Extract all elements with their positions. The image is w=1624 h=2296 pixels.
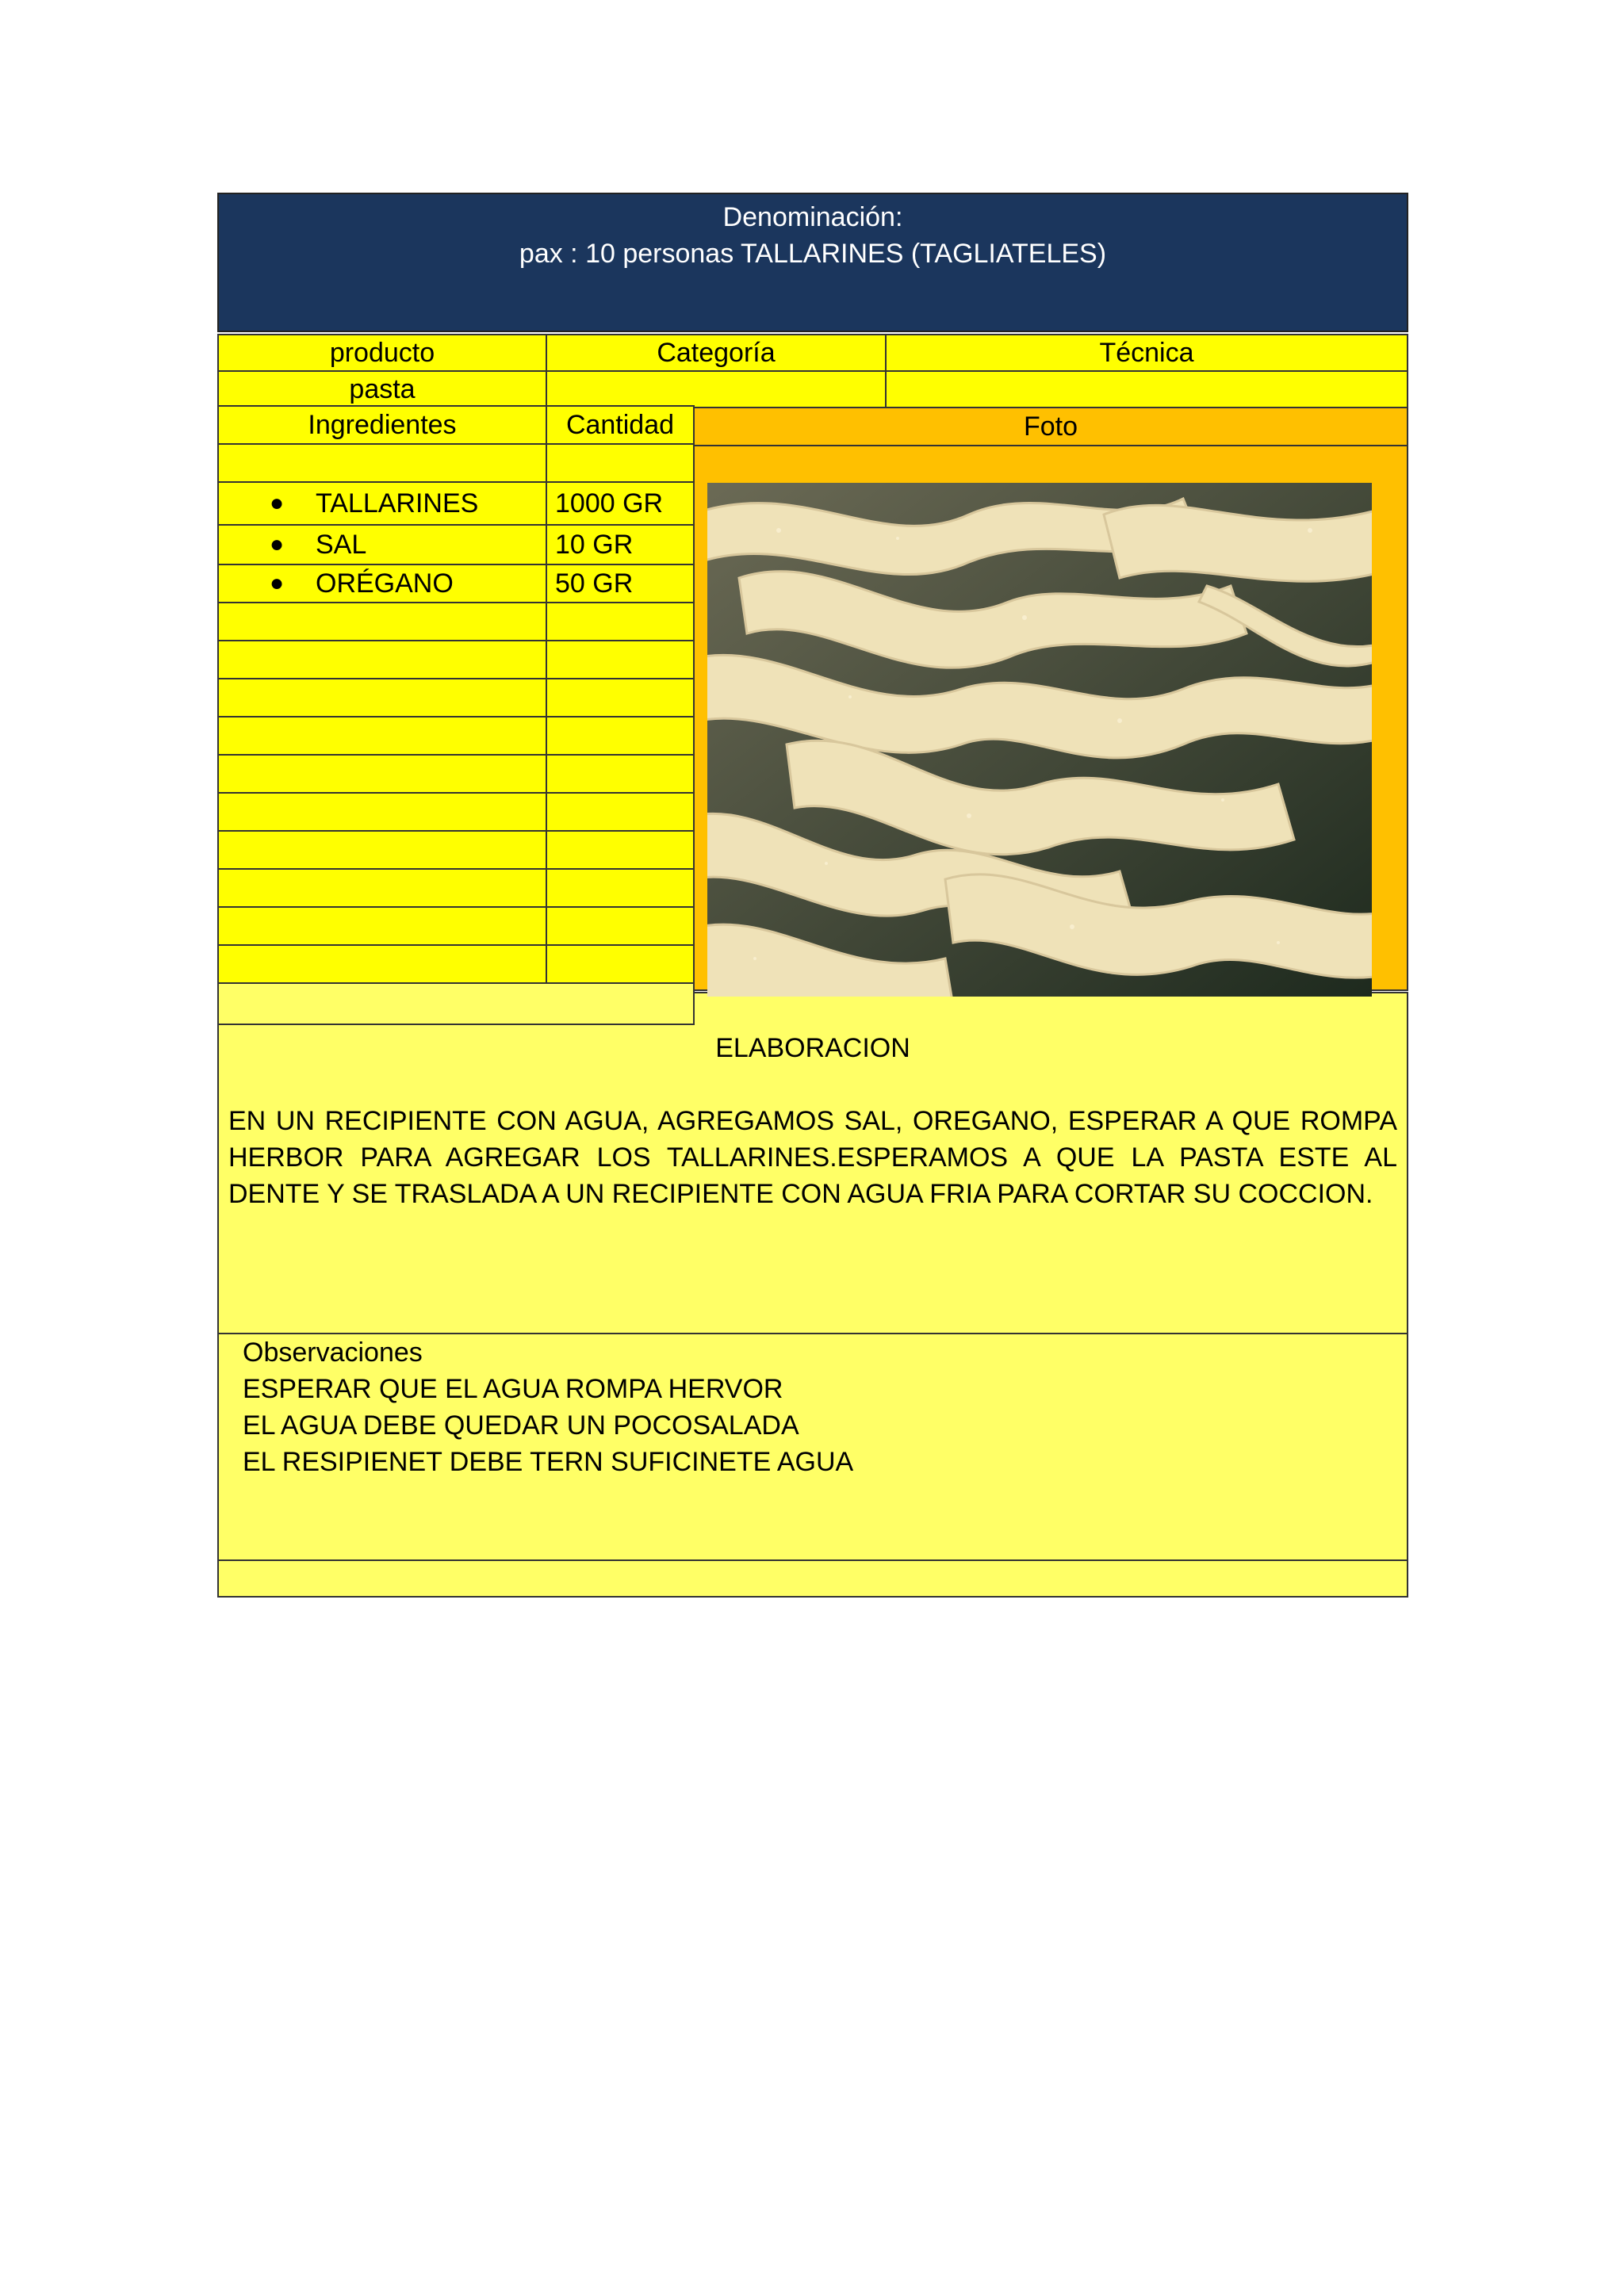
producto-value: pasta [217,370,547,408]
ingredient-name: SAL [316,530,367,560]
ingredients-footer-row [219,984,695,1025]
ingredient-row [219,483,695,526]
empty-cell [217,602,547,641]
empty-cell [546,754,695,794]
empty-ingredient-row [219,946,695,984]
empty-ingredient-rows [217,603,695,984]
ingredients-empty-row [219,445,695,483]
empty-cell [217,443,547,483]
footer-empty-row [217,1559,1408,1598]
ingredient-qty: 1000 GR [546,481,695,526]
empty-cell [217,754,547,794]
empty-cell [217,982,695,1025]
empty-cell [217,792,547,832]
bullet-icon: ● [270,490,285,516]
header-denomination-label: Denominación: [722,202,903,232]
ingredient-qty: 10 GR [546,524,695,565]
ingredient-name-cell [217,481,547,526]
bullet-icon: ● [270,570,285,596]
observations-section [217,1333,1408,1561]
elaboration-text: EN UN RECIPIENTE CON AGUA, AGREGAMOS SAL, OREGANO, ESPERAR A QUE ROMPA HERBOR PARA AGREGAR LOS TALLARINES.ESPERAMOS A QUE LA PASTA ESTE AL DENTE Y SE TRASLADA A UN RECIPIENTE CON AGUA FRIA PARA CORTAR SU COCCION. [228,1106,1397,1209]
empty-cell [546,640,695,679]
empty-ingredient-row [219,603,695,641]
header-recipe-title: pax : 10 personas TALLARINES (TAGLIATELES) [519,239,1107,269]
empty-cell [217,944,547,984]
ingredient-row [219,526,695,565]
empty-ingredient-row [219,908,695,946]
ingredient-row [219,565,695,603]
empty-cell [546,716,695,756]
empty-ingredient-row [219,641,695,679]
cantidad-label: Cantidad [546,405,695,445]
ingredients-block [217,407,1408,993]
producto-label: producto [217,334,547,372]
observation-line: ESPERAR QUE EL AGUA ROMPA HERVOR [243,1374,783,1404]
empty-cell [217,678,547,718]
info-value-row [219,372,1408,408]
empty-cell [546,830,695,870]
empty-cell [217,868,547,908]
empty-ingredient-row [219,718,695,756]
ingredients-header-row [219,407,695,445]
tagliatelle-image-icon [707,483,1372,997]
ingredient-name: ORÉGANO [316,568,454,599]
empty-cell [546,443,695,483]
empty-ingredient-row [219,679,695,718]
empty-cell [217,830,547,870]
categoria-value [546,370,887,408]
elaboration-title: ELABORACION [715,1033,910,1063]
bullet-icon: ● [270,531,285,557]
empty-cell [217,640,547,679]
ingredientes-label: Ingredientes [217,405,547,445]
empty-cell [546,906,695,946]
ingredient-name-cell [217,524,547,565]
observation-line: EL RESIPIENET DEBE TERN SUFICINETE AGUA [243,1447,854,1477]
empty-cell [546,868,695,908]
observations-title: Observaciones [243,1337,423,1368]
foto-label: Foto [695,408,1407,446]
empty-ingredient-row [219,832,695,870]
tecnica-label: Técnica [885,334,1408,372]
photo-frame [693,407,1408,991]
recipe-header [217,193,1408,332]
ingredient-name-cell [217,564,547,603]
recipe-sheet [217,193,1408,1598]
tecnica-value [885,370,1408,408]
empty-ingredient-row [219,756,695,794]
empty-cell [217,716,547,756]
categoria-label: Categoría [546,334,887,372]
empty-ingredient-row [219,794,695,832]
info-header-row [219,335,1408,372]
ingredient-name: TALLARINES [316,488,479,519]
empty-ingredient-row [219,870,695,908]
pasta-photo [707,483,1372,997]
empty-cell [546,944,695,984]
ingredient-qty: 50 GR [546,564,695,603]
empty-cell [546,602,695,641]
empty-cell [217,906,547,946]
observation-line: EL AGUA DEBE QUEDAR UN POCOSALADA [243,1410,799,1441]
elaboration-section [217,992,1408,1334]
ingredients-table [217,407,695,1025]
empty-cell [546,678,695,718]
empty-cell [546,792,695,832]
